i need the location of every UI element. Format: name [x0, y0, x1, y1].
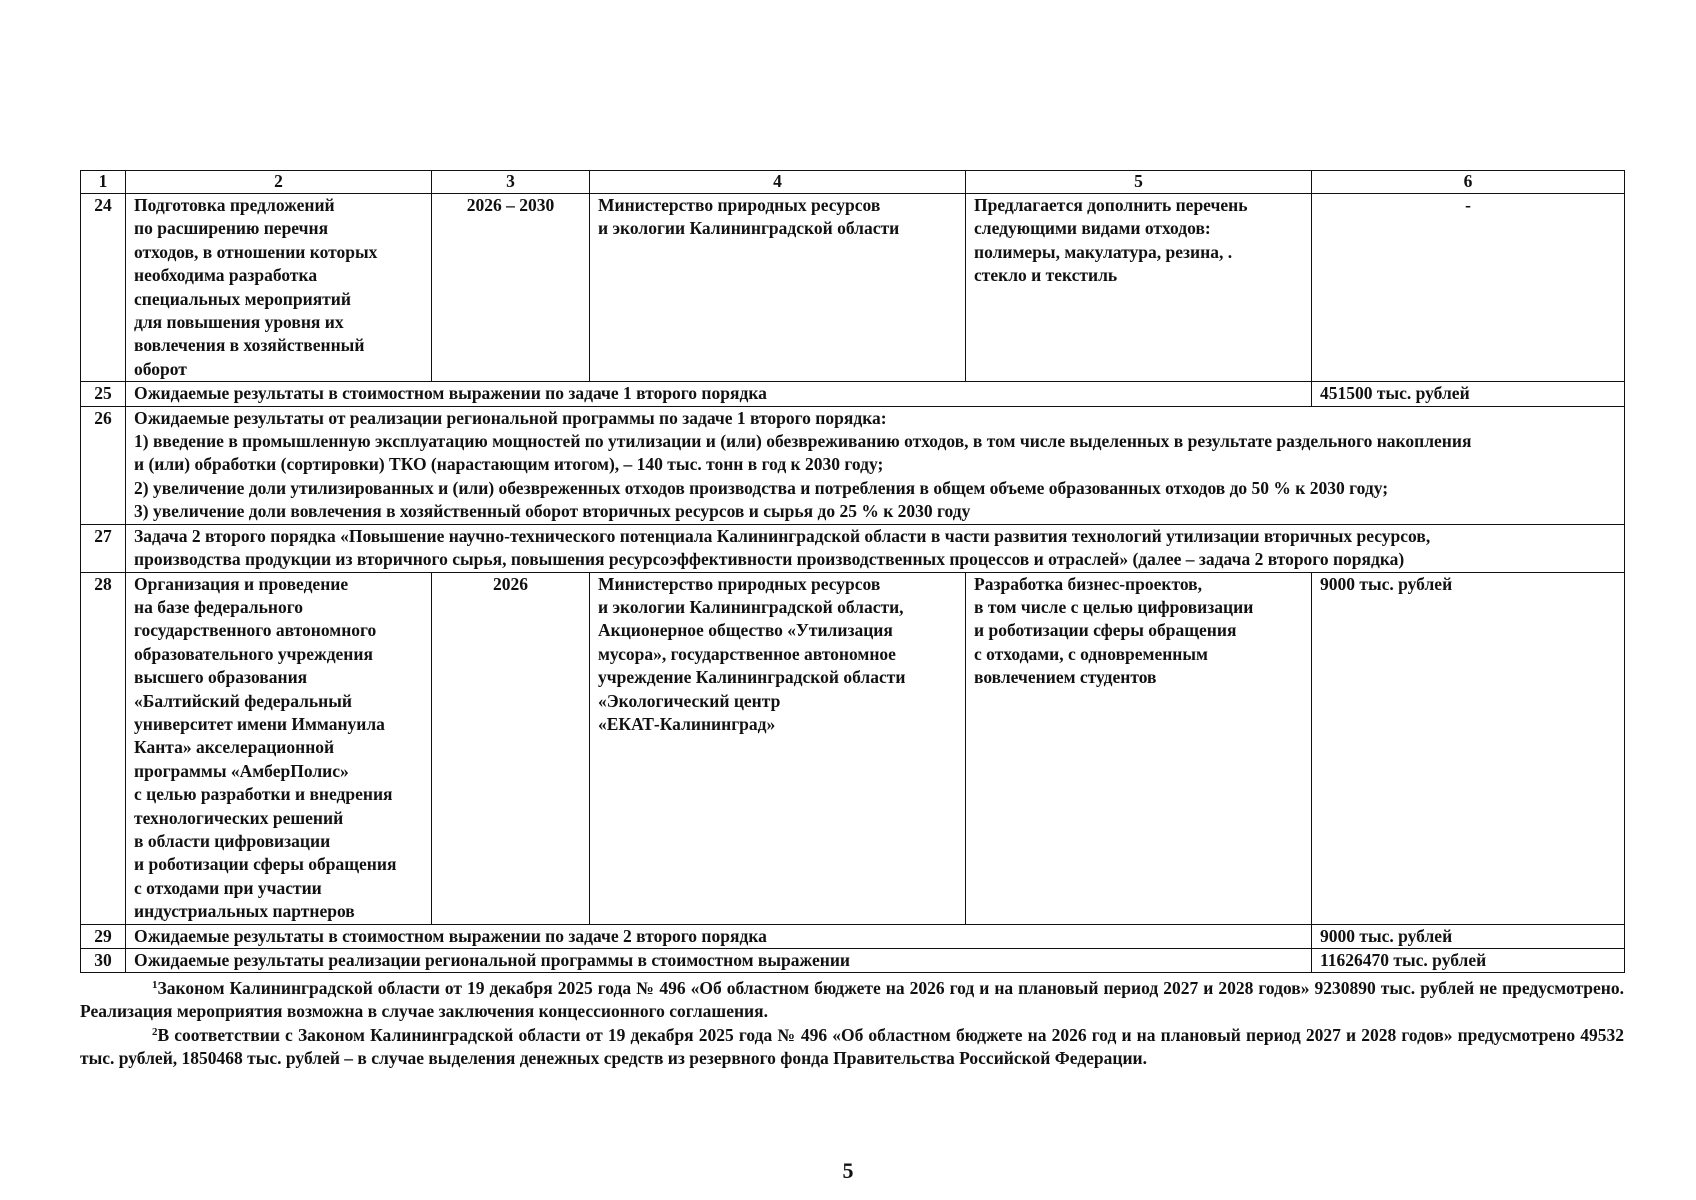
header-cell-3: 3	[432, 171, 590, 194]
row-number: 26	[81, 406, 126, 524]
footnote-text: Законом Калининградской области от 19 декабря 2025 года № 496 «Об областном бюджете на 2026 год и на плановый период 2027 и 2028 годов» 9230890 тыс. рублей не предусмотрено. Реализация мероприятия возможна в случае заключения концессионного соглашения.	[80, 978, 1624, 1022]
summary-text-cell: Ожидаемые результаты реализации региональной программы в стоимостном выражении	[126, 949, 1312, 973]
measure-cell: Подготовка предложений по расширению перечня отходов, в отношении которых необходима разработка специальных мероприятий для повышения уровня их вовлечения в хозяйственный оборот	[126, 194, 432, 382]
table-row-25	[81, 382, 1625, 406]
header-cell-2: 2	[126, 171, 432, 194]
row-number: 28	[81, 572, 126, 924]
result-cell: Предлагается дополнить перечень следующими видами отходов: полимеры, макулатура, резина, . стекло и текстиль	[966, 194, 1312, 382]
footnote-2	[80, 1024, 1624, 1071]
row-number: 27	[81, 524, 126, 572]
row-number: 29	[81, 924, 126, 948]
period-cell: 2026	[432, 572, 590, 924]
table-row-27	[81, 524, 1625, 572]
table-row-26	[81, 406, 1625, 524]
page-number: 5	[842, 1158, 854, 1183]
table-header-row	[81, 171, 1625, 194]
expected-results-cell: Ожидаемые результаты от реализации региональной программы по задаче 1 второго порядка: 1) введение в промышленную эксплуатацию мощностей по утилизации и (или) обезвреживанию отходов, в том числе выделенных в результате раздельного накопления и (или) обработки (сортировки) ТКО (нарастающим итогом), – 140 тыс. тонн в год к 2030 году; 2) увеличение доли утилизированных и (или) обезвреженных отходов производства и потребления в общем объеме образованных отходов до 50 % к 2030 году; 3) увеличение доли вовлечения в хозяйственный оборот вторичных ресурсов и сырья до 25 % к 2030 году	[126, 406, 1625, 524]
footnote-text: В соответствии с Законом Калининградской области от 19 декабря 2025 года № 496 «Об областном бюджете на 2026 год и на плановый период 2027 и 2028 годов» предусмотрено 49532 тыс. рублей, 1850468 тыс. рублей – в случае выделения денежных средств из резервного фонда Правительства Российской Федерации.	[80, 1024, 1624, 1069]
result-cell: Разработка бизнес-проектов, в том числе с целью цифровизации и роботизации сферы обращения с отходами, с одновременным вовлечением студентов	[966, 572, 1312, 924]
header-cell-6: 6	[1312, 171, 1625, 194]
cost-cell: 11626470 тыс. рублей	[1312, 949, 1625, 973]
cost-cell: -	[1312, 194, 1625, 382]
table-row-29	[81, 924, 1625, 948]
row-number: 24	[81, 194, 126, 382]
cost-cell: 9000 тыс. рублей	[1312, 924, 1625, 948]
footnote-1	[80, 977, 1624, 1024]
executor-cell: Министерство природных ресурсов и экологии Калининградской области	[590, 194, 966, 382]
cost-cell: 451500 тыс. рублей	[1312, 382, 1625, 406]
row-number: 30	[81, 949, 126, 973]
period-cell: 2026 – 2030	[432, 194, 590, 382]
header-cell-1: 1	[81, 171, 126, 194]
footnotes	[80, 977, 1624, 1071]
measure-cell: Организация и проведение на базе федерального государственного автономного образовательного учреждения высшего образования «Балтийский федеральный университет имени Иммануила Канта» акселерационной программы «АмберПолис» с целью разработки и внедрения технологических решений в области цифровизации и роботизации сферы обращения с отходами при участии индустриальных партнеров	[126, 572, 432, 924]
footnote-mark: 1	[152, 979, 158, 991]
executor-cell: Министерство природных ресурсов и экологии Калининградской области, Акционерное общество «Утилизация мусора», государственное автономное учреждение Калининградской области «Экологический центр «ЕКАТ-Калининград»	[590, 572, 966, 924]
header-cell-4: 4	[590, 171, 966, 194]
summary-text-cell: Ожидаемые результаты в стоимостном выражении по задаче 1 второго порядка	[126, 382, 1312, 406]
program-table	[80, 170, 1625, 973]
summary-text-cell: Ожидаемые результаты в стоимостном выражении по задаче 2 второго порядка	[126, 924, 1312, 948]
table-row-28	[81, 572, 1625, 924]
table-row-24	[81, 194, 1625, 382]
table-row-30	[81, 949, 1625, 973]
header-cell-5: 5	[966, 171, 1312, 194]
footnote-mark: 2	[152, 1025, 158, 1038]
row-number: 25	[81, 382, 126, 406]
cost-cell: 9000 тыс. рублей	[1312, 572, 1625, 924]
task-cell: Задача 2 второго порядка «Повышение научно-технического потенциала Калининградской области в части развития технологий утилизации вторичных ресурсов, производства продукции из вторичного сырья, повышения ресурсоэффективности производственных процессов и отраслей» (далее – задача 2 второго порядка)	[126, 524, 1625, 572]
